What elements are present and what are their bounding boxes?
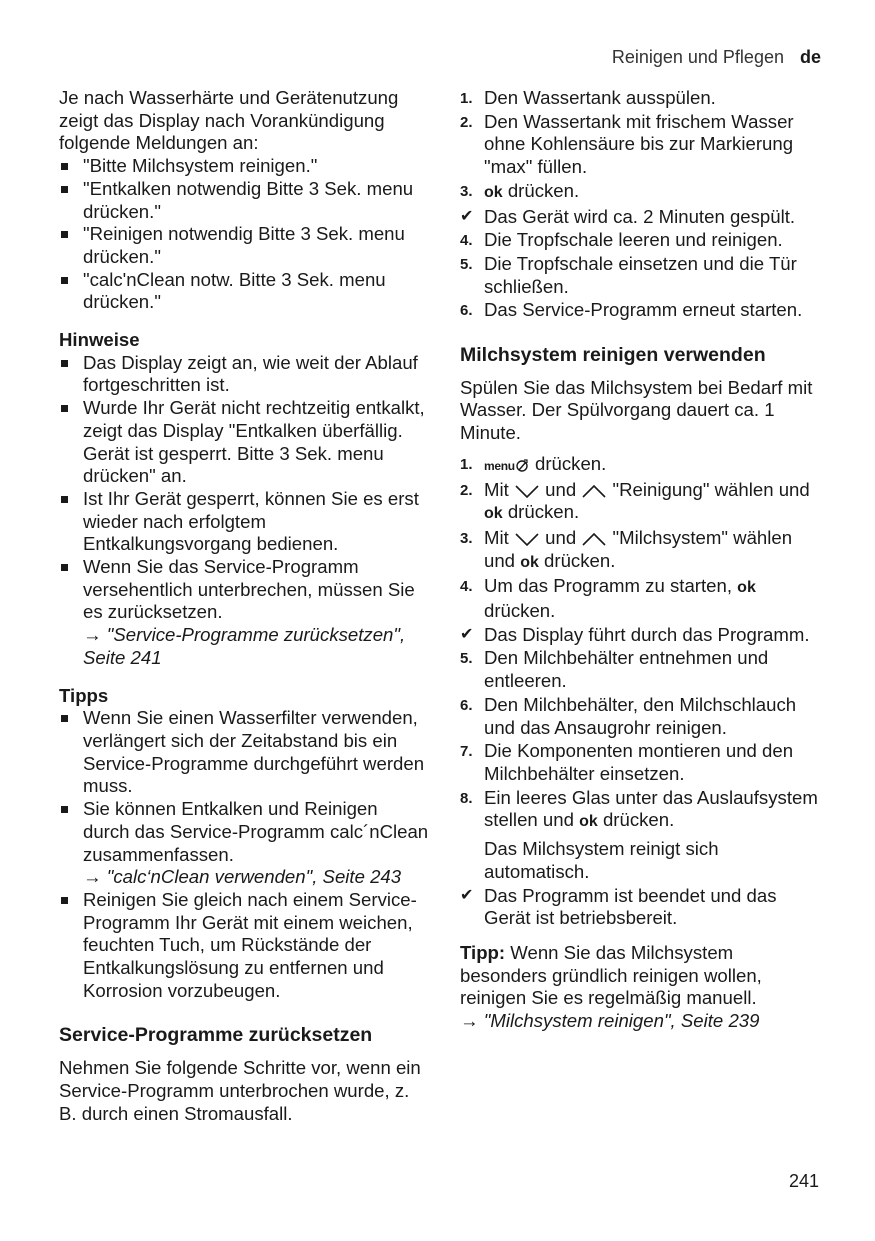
messages-list <box>59 155 429 314</box>
tipp-text: Wenn Sie das Milchsystem besonders gründlich reinigen wollen, reinigen Sie es regelmäßig manuell. <box>460 941 762 1009</box>
step-text: drücken. <box>507 501 580 523</box>
step-text: drücken. <box>602 809 675 831</box>
cross-reference-link[interactable]: → "Milchsystem reinigen", Seite 239 <box>460 1010 760 1032</box>
list-item: "calc'nClean notw. Bitte 3 Sek. menu drücken." <box>59 269 429 314</box>
step-item <box>460 111 825 179</box>
step-text: und <box>545 478 577 500</box>
result-item <box>460 885 825 930</box>
ok-key-label: ok <box>484 183 503 201</box>
check-icon: ✔ <box>460 207 474 225</box>
list-item: Das Display zeigt an, wie weit der Ablauf fortgeschritten ist. <box>59 352 429 397</box>
step-item <box>460 299 825 322</box>
step-number: 6. <box>460 302 473 320</box>
chevron-up-icon <box>581 483 607 499</box>
step-text: drücken. <box>544 549 616 571</box>
page-header <box>612 46 821 69</box>
step-text: Die Tropfschale leeren und reinigen. <box>484 229 783 251</box>
milk-heading: Milchsystem reinigen verwenden <box>460 344 766 367</box>
result-item <box>460 624 825 647</box>
reset-text: Nehmen Sie folgende Schritte vor, wenn ein Service-Programm unterbrochen wurde, z. B. durch einen Stromausfall. <box>59 1057 421 1124</box>
step-text: Mit <box>484 478 509 500</box>
right-column <box>460 87 825 1033</box>
list-item: "Reinigen notwendig Bitte 3 Sek. menu drücken." <box>59 223 429 268</box>
language-code: de <box>799 47 821 67</box>
ok-key-label: ok <box>737 579 756 597</box>
step-text: Ein leeres Glas unter das Auslaufsystem stellen und <box>484 786 818 831</box>
step-item <box>460 253 825 298</box>
left-column <box>59 87 429 1125</box>
step-item <box>460 87 825 110</box>
step-text: Den Wassertank ausspülen. <box>484 87 716 108</box>
step-number: 4. <box>460 232 473 250</box>
milk-steps <box>460 453 825 930</box>
step-item <box>460 229 825 252</box>
step-item <box>460 453 825 478</box>
check-icon: ✔ <box>460 886 474 904</box>
step-text: und <box>545 526 577 548</box>
step-number: 1. <box>460 90 473 107</box>
step-number: 2. <box>460 113 473 131</box>
step-text: Das Service-Programm erneut starten. <box>484 299 803 321</box>
step-item <box>460 740 825 785</box>
list-item: Ist Ihr Gerät gesperrt, können Sie es erst wieder nach erfolgtem Entkalkungsvorgang bedienen. <box>59 488 429 556</box>
list-item-text: Sie können Entkalken und Reinigen durch das Service-Programm calc´nClean zusammenfassen. <box>83 798 429 865</box>
hinweise-list <box>59 352 429 670</box>
step-item <box>460 647 825 692</box>
step-note: Das Milchsystem reinigt sich automatisch. <box>484 838 719 882</box>
tipps-list <box>59 707 429 1002</box>
tipp-label: Tipp: <box>460 941 506 963</box>
step-text: Um das Programm zu starten, <box>484 575 732 597</box>
menu-key-label: menu <box>484 458 515 473</box>
step-number: 5. <box>460 650 473 668</box>
ok-key-label: ok <box>579 813 598 831</box>
step-item <box>460 527 825 574</box>
step-number: 6. <box>460 696 473 714</box>
step-text: Die Tropfschale einsetzen und die Tür schließen. <box>484 252 797 297</box>
chevron-down-icon <box>514 531 540 547</box>
list-item-text: Wenn Sie das Service-Programm versehentlich unterbrechen, müssen Sie es zurücksetzen. <box>83 556 415 623</box>
step-text: "Milchsystem" wählen und <box>484 526 793 571</box>
ok-key-label: ok <box>520 553 539 571</box>
step-number: 7. <box>460 743 473 761</box>
list-item <box>59 556 429 670</box>
milk-intro: Spülen Sie das Milchsystem bei Bedarf mit Wasser. Der Spülvorgang dauert ca. 1 Minute. <box>460 376 813 444</box>
page-number: 241 <box>788 1171 819 1191</box>
step-number: 1. <box>460 455 473 473</box>
step-text: drücken. <box>534 452 607 474</box>
step-item <box>460 575 825 622</box>
list-item: "Bitte Milchsystem reinigen." <box>59 155 429 178</box>
step-text: Den Wassertank mit frischem Wasser ohne Kohlensäure bis zur Markierung "max" füllen. <box>484 110 794 178</box>
step-number: 3. <box>460 529 473 547</box>
step-text: Den Milchbehälter entnehmen und entleeren. <box>484 647 769 692</box>
step-number: 2. <box>460 481 473 499</box>
result-text: Das Display führt durch das Programm. <box>484 623 810 645</box>
step-number: 5. <box>460 255 473 273</box>
chevron-up-icon <box>581 531 607 547</box>
step-item <box>460 180 825 205</box>
result-text: Das Gerät wird ca. 2 Minuten gespült. <box>484 205 796 227</box>
tipp-paragraph <box>460 942 825 1033</box>
step-item <box>460 479 825 526</box>
intro-text: Je nach Wasserhärte und Gerätenutzung zeigt das Display nach Vorankündigung folgende Meldungen an: <box>59 87 399 154</box>
check-icon: ✔ <box>460 625 474 643</box>
step-text: Mit <box>484 526 509 548</box>
list-item: "Entkalken notwendig Bitte 3 Sek. menu drücken." <box>59 178 429 223</box>
chevron-down-icon <box>514 483 540 499</box>
step-text: drücken. <box>484 600 556 622</box>
step-item <box>460 787 825 884</box>
result-item <box>460 206 825 229</box>
section-title: Reinigen und Pflegen <box>611 47 784 67</box>
step-text: drücken. <box>507 179 580 201</box>
step-text: "Reinigung" wählen und <box>612 478 810 500</box>
tipps-heading: Tipps <box>59 684 109 706</box>
step-number: 3. <box>460 182 473 200</box>
step-text: Die Komponenten montieren und den Milchbehälter einsetzen. <box>484 740 794 784</box>
hinweise-heading: Hinweise <box>59 329 140 351</box>
step-number: 4. <box>460 578 473 596</box>
clean-icon <box>515 458 530 473</box>
cross-reference-link[interactable]: → "Service-Programme zurücksetzen", Seite 241 <box>83 624 406 668</box>
list-item <box>59 798 429 889</box>
result-text: Das Programm ist beendet und das Gerät ist betriebsbereit. <box>484 884 777 929</box>
ok-key-label: ok <box>484 505 503 523</box>
list-item: Wenn Sie einen Wasserfilter verwenden, verlängert sich der Zeitabstand bis ein Service-Programme durchgeführt werden muss. <box>59 707 429 798</box>
step-number: 8. <box>460 789 473 807</box>
cross-reference-link[interactable]: → "calc‘nClean verwenden", Seite 243 <box>83 866 402 888</box>
list-item: Reinigen Sie gleich nach einem Service-Programm Ihr Gerät mit einem weichen, feuchten Tuch, um Rückstände der Entkalkungslösung zu entfernen und Korrosion vorzubeugen. <box>59 889 429 1003</box>
reset-steps <box>460 87 825 322</box>
reset-heading: Service-Programme zurücksetzen <box>59 1024 373 1047</box>
step-item <box>460 694 825 739</box>
step-text: Den Milchbehälter, den Milchschlauch und das Ansaugrohr reinigen. <box>484 693 797 738</box>
list-item: Wurde Ihr Gerät nicht rechtzeitig entkalkt, zeigt das Display "Entkalken überfällig. Gerät ist gesperrt. Bitte 3 Sek. menu drücken" an. <box>59 397 429 488</box>
